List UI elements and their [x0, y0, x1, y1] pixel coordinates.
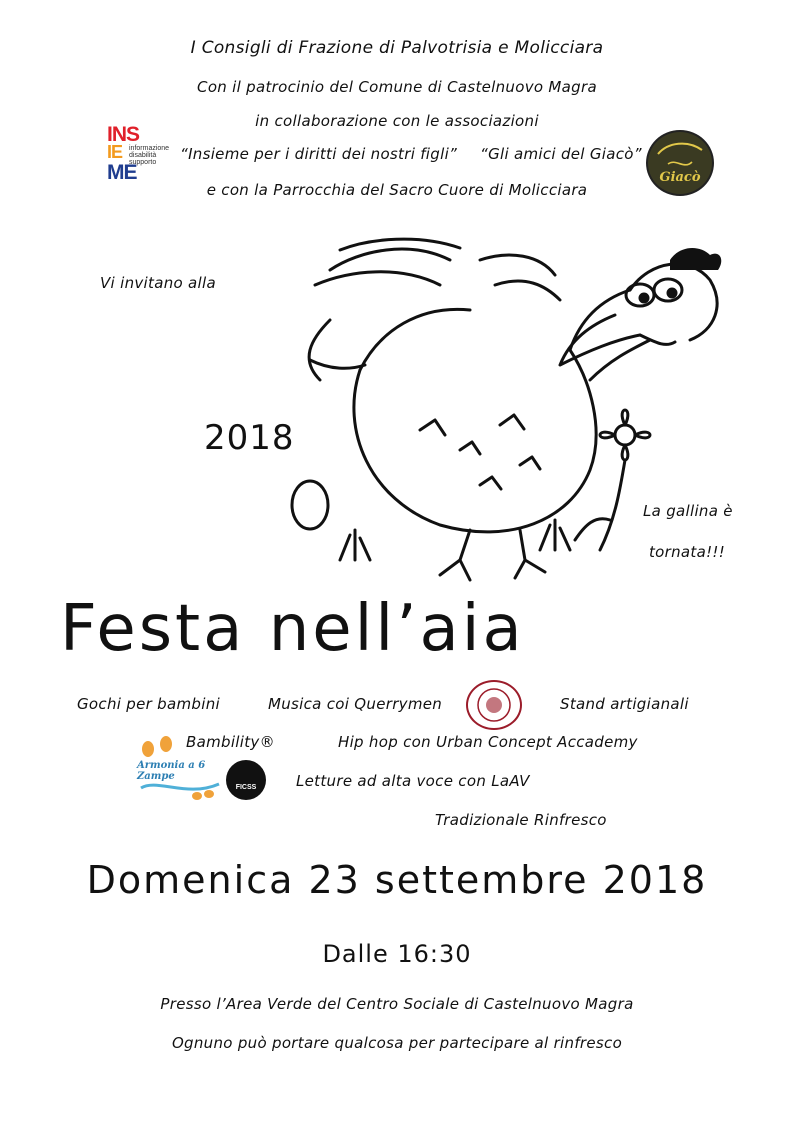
parish-line: e con la Parrocchia del Sacro Cuore di Molicciara	[206, 181, 588, 199]
insieme-logo	[105, 123, 170, 185]
armonia-logo-text: Armonia a 6 Zampe	[137, 760, 206, 782]
collaboration-line: in collaborazione con le associazioni	[255, 112, 539, 130]
activity-hiphop: Hip hop con Urban Concept Accademy	[338, 733, 638, 751]
giaco-logo-text: Giacò	[659, 170, 701, 185]
organizer-line: I Consigli di Frazione di Palvotrisia e Molicciara	[190, 38, 604, 58]
activity-reading: Letture ad alta voce con LaAV	[296, 772, 530, 790]
activity-music: Musica coi Querrymen	[268, 695, 443, 713]
year-text: 2018	[204, 418, 295, 458]
ficss-logo-text: FICSS	[235, 784, 257, 791]
patronage-line: Con il patrocinio del Comune di Castelnuovo Magra	[197, 78, 597, 96]
event-time: Dalle 16:30	[322, 940, 472, 968]
insieme-small-3: supporto	[129, 159, 157, 166]
insieme-small-1: informazione	[129, 145, 170, 152]
activity-stands: Stand artigianali	[560, 695, 689, 713]
insieme-logo-row3: ME	[107, 161, 137, 184]
event-note: Ognuno può portare qualcosa per partecipare al rinfresco	[171, 1034, 623, 1052]
event-date: Domenica 23 settembre 2018	[86, 858, 708, 902]
event-place: Presso l’Area Verde del Centro Sociale di Castelnuovo Magra	[160, 995, 634, 1013]
association-1: “Insieme per i diritti dei nostri figli”	[180, 145, 458, 163]
ficss-logo	[226, 760, 266, 800]
seal-logo	[466, 680, 522, 730]
footprints-icon	[138, 735, 178, 759]
association-2: “Gli amici del Giacò”	[480, 145, 642, 163]
hen-illustration	[270, 230, 730, 590]
activity-games: Gochi per bambini	[77, 695, 220, 713]
armonia-logo	[137, 758, 223, 802]
footprints-art	[138, 735, 178, 759]
tagline-line-1: La gallina è	[643, 502, 733, 520]
giaco-logo	[646, 130, 714, 196]
activity-bambility: Bambility®	[186, 733, 275, 751]
tagline-line-2: tornata!!!	[649, 543, 726, 561]
insieme-small-2: disabilità	[129, 152, 157, 159]
insieme-logo-row2: IE	[107, 142, 123, 162]
activity-refreshment: Tradizionale Rinfresco	[435, 811, 607, 829]
seal-logo-art	[468, 682, 520, 728]
insieme-logo-row1: INS	[107, 123, 140, 146]
invite-text: Vi invitano alla	[100, 274, 216, 292]
event-title: Festa nell’aia	[60, 592, 525, 666]
